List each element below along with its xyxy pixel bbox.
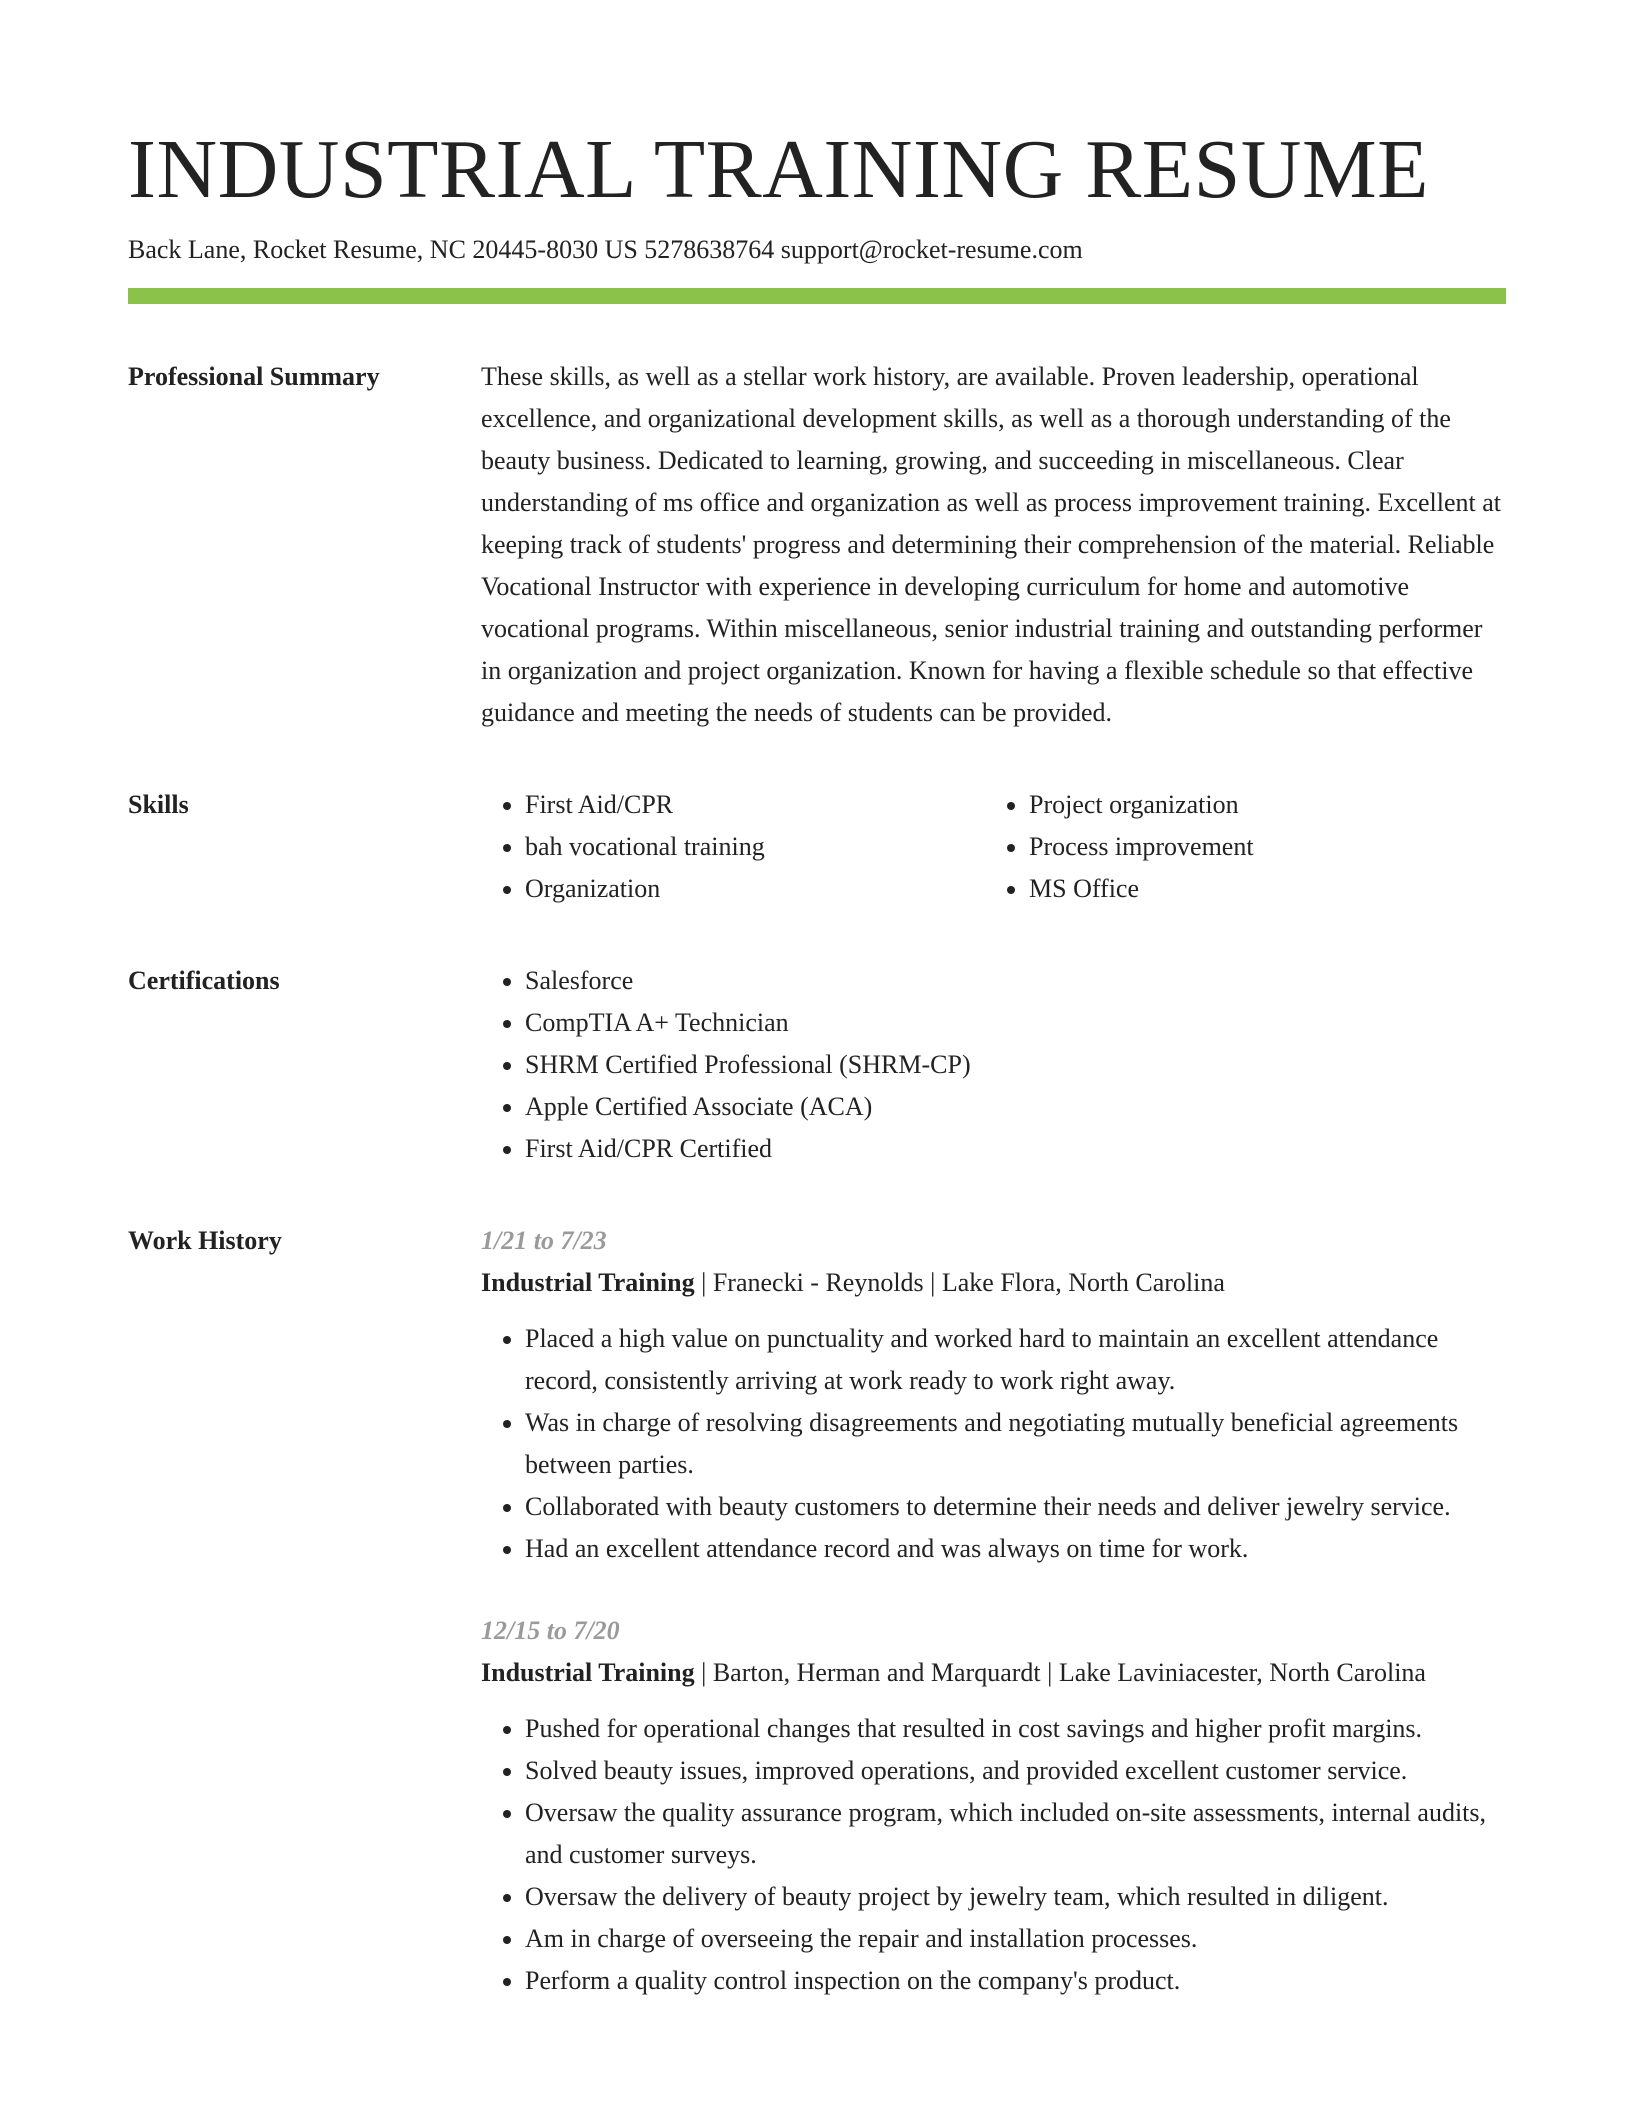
job-entry <box>481 1220 1506 1570</box>
certifications-list <box>481 960 1506 1170</box>
certification-item: • First Aid/CPR Certified <box>525 1128 1506 1170</box>
skill-item: • First Aid/CPR <box>525 784 985 826</box>
job-bullet: • Pushed for operational changes that resulted in cost savings and higher profit margins. <box>525 1708 1506 1750</box>
certification-item: • SHRM Certified Professional (SHRM-CP) <box>525 1044 1506 1086</box>
job-bullets <box>481 1318 1506 1570</box>
job-bullet: • Oversaw the quality assurance program, which included on-site assessments, internal audits, and customer surveys. <box>525 1792 1506 1876</box>
job-bullet: • Solved beauty issues, improved operations, and provided excellent customer service. <box>525 1750 1506 1792</box>
job-title: Industrial Training <box>481 1268 695 1297</box>
summary-section <box>128 356 1506 734</box>
skill-item: • Process improvement <box>1029 826 1506 868</box>
skills-list-right <box>985 784 1506 910</box>
resume-page <box>128 120 1506 2002</box>
job-bullet: • Was in charge of resolving disagreements and negotiating mutually beneficial agreements between parties. <box>525 1402 1506 1486</box>
job-bullet: • Placed a high value on punctuality and worked hard to maintain an excellent attendance record, consistently arriving at work ready to work right away. <box>525 1318 1506 1402</box>
section-title-summary: Professional Summary <box>128 362 380 391</box>
job-entry <box>481 1610 1506 2002</box>
section-title-skills: Skills <box>128 790 189 819</box>
job-bullet: • Perform a quality control inspection on the company's product. <box>525 1960 1506 2002</box>
certification-item: • Apple Certified Associate (ACA) <box>525 1086 1506 1128</box>
job-employer-location: | Franecki - Reynolds | Lake Flora, North Carolina <box>694 1268 1225 1297</box>
certifications-section <box>128 960 1506 1170</box>
job-title: Industrial Training <box>481 1658 695 1687</box>
work-history-section <box>128 1220 1506 2002</box>
job-dates: 1/21 to 7/23 <box>481 1226 607 1255</box>
section-title-work-history: Work History <box>128 1226 282 1255</box>
job-heading <box>481 1652 1506 1694</box>
skills-list-left <box>481 784 985 910</box>
resume-title: INDUSTRIAL TRAINING RESUME <box>128 123 1429 216</box>
job-bullet: • Collaborated with beauty customers to determine their needs and deliver jewelry service. <box>525 1486 1506 1528</box>
job-bullet: • Had an excellent attendance record and was always on time for work. <box>525 1528 1506 1570</box>
skill-item: • MS Office <box>1029 868 1506 910</box>
job-bullets <box>481 1708 1506 2002</box>
skills-section <box>128 784 1506 910</box>
certification-item: • Salesforce <box>525 960 1506 1002</box>
job-employer-location: | Barton, Herman and Marquardt | Lake Laviniacester, North Carolina <box>694 1658 1426 1687</box>
skill-item: • bah vocational training <box>525 826 985 868</box>
contact-line: Back Lane, Rocket Resume, NC 20445-8030 US 5278638764 support@rocket-resume.com <box>128 235 1083 264</box>
accent-divider <box>128 288 1506 304</box>
skill-item: • Project organization <box>1029 784 1506 826</box>
skill-item: • Organization <box>525 868 985 910</box>
job-heading <box>481 1262 1506 1304</box>
job-bullet: • Oversaw the delivery of beauty project by jewelry team, which resulted in diligent. <box>525 1876 1506 1918</box>
job-bullet: • Am in charge of overseeing the repair and installation processes. <box>525 1918 1506 1960</box>
section-title-certifications: Certifications <box>128 966 280 995</box>
job-dates: 12/15 to 7/20 <box>481 1616 620 1645</box>
summary-text: These skills, as well as a stellar work history, are available. Proven leadership, operational excellence, and organizational development skills, as well as a thorough understanding of the beauty business. Dedicated to learning, growing, and succeeding in miscellaneous. Clear understanding of ms office and organization as well as process improvement training. Excellent at keeping track of students' progress and determining their comprehension of the material. Reliable Vocational Instructor with experience in developing curriculum for home and automotive vocational programs. Within miscellaneous, senior industrial training and outstanding performer in organization and project organization. Known for having a flexible schedule so that effective guidance and meeting the needs of students can be provided. <box>481 362 1501 727</box>
certification-item: • CompTIA A+ Technician <box>525 1002 1506 1044</box>
